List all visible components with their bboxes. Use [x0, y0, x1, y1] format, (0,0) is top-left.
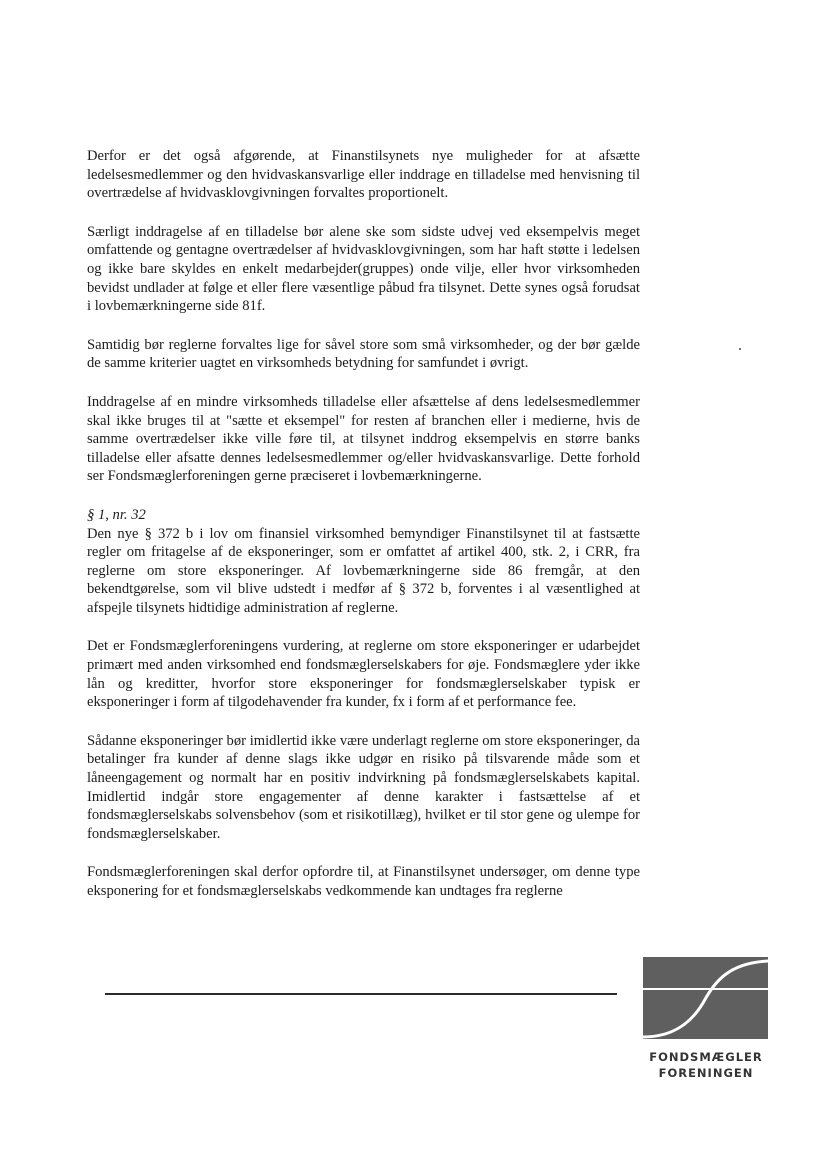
paragraph-small-firms: Inddragelse af en mindre virksomheds tilladelse eller afsættelse af dens ledelsesmedlemmer skal ikke bruges til at "sætte et eksempel" for resten af branchen eller i medierne, hvis de samme overtrædelser ikke ville føre til, at tilsynet inddrog eksempelvis en større banks tilladelse eller afsatte dennes ledelsesmedlemmer og/eller hvidvaskansvarlige. Dette forhold ser Fondsmæglerforeningen gerne præciseret i lovbemærkningerne. [87, 393, 640, 485]
fondsmaegler-logo [640, 957, 770, 1087]
paragraph-section-372b: Den nye § 372 b i lov om finansiel virksomhed bemyndiger Finanstilsynet til at fastsætte regler om fritagelse af de eksponeringer, som er omfattet af artikel 400, stk. 2, i CRR, fra reglerne om store eksponeringer. Af lovbemærkningerne side 86 fremgår, at den bekendtgørelse, som vil blive udstedt i medfør af § 372 b, forventes i al væsentlighed at afspejle tilsynets hidtidige administration af reglerne. [87, 525, 640, 616]
scan-speck [739, 348, 741, 350]
paragraph-proportionality: Derfor er det også afgørende, at Finanstilsynets nye muligheder for at afsætte ledelsesmedlemmer og den hvidvaskansvarlige eller inddrage en tilladelse med henvisning til overtrædelse af hvidvasklovgivningen forvaltes proportionelt. [87, 148, 640, 202]
paragraph-equal-treatment: Samtidig bør reglerne forvaltes lige for såvel store som små virksomheder, og der bør gælde de samme kriterier uagtet en virksomheds betydning for samfundet i øvrigt. [87, 336, 640, 372]
paragraph-license-revocation: Særligt inddragelse af en tilladelse bør alene ske som sidste udvej ved eksempelvis meget omfattende og gentagne overtrædelser af hvidvasklovgivningen, som har haft støtte i ledelsen og ikke bare skyldes en enkelt medarbejder(gruppes) onde vilje, eller hvor virksomheden bevidst undlader at følge et eller flere væsentlige påbud fra tilsynet. Dette synes også forudsat i lovbemærkningerne side 81f. [87, 223, 640, 315]
logo-text-line2: FORENINGEN [658, 1066, 754, 1080]
section-reference: § 1, nr. 32 [87, 506, 146, 523]
paragraph-request-exemption: Fondsmæglerforeningen skal derfor opfordre til, at Finanstilsynet undersøger, om denne type eksponering for et fondsmæglerselskabs vedkommende kan undtages fra reglerne [87, 864, 640, 899]
fondsmaegler-logo-curve-icon [643, 957, 768, 1039]
paragraph-large-exposures-assessment: Det er Fondsmæglerforeningens vurdering, at reglerne om store eksponeringer er udarbejdet primært med anden virksomhed end fondsmæglerselskabers for øje. Fondsmæglere yder ikke lån og kreditter, hvorfor store eksponeringer for fondsmæglerselskaber typisk er eksponeringer i form af tilgodehavender fra kunder, fx i form af et performance fee. [87, 638, 640, 711]
letter-body [87, 147, 640, 901]
footer-rule [105, 993, 617, 995]
paragraph-exposures-not-risk: Sådanne eksponeringer bør imidlertid ikke være underlagt reglerne om store eksponeringer, da betalinger fra kunder af denne slags ikke udgør en risiko på tilsvarende måde som et låneengagement og normalt har en positiv indvirkning på fondsmæglerselskabets kapital. Imidlertid indgår store engagementer af denne karakter i fastsættelse af et fondsmæglerselskabs solvensbehov (som et risikotillæg), hvilket er til stor gene og ulempe for fondsmæglerselskaber. [87, 732, 640, 842]
logo-text-line1: FONDSMÆGLER [649, 1050, 763, 1064]
